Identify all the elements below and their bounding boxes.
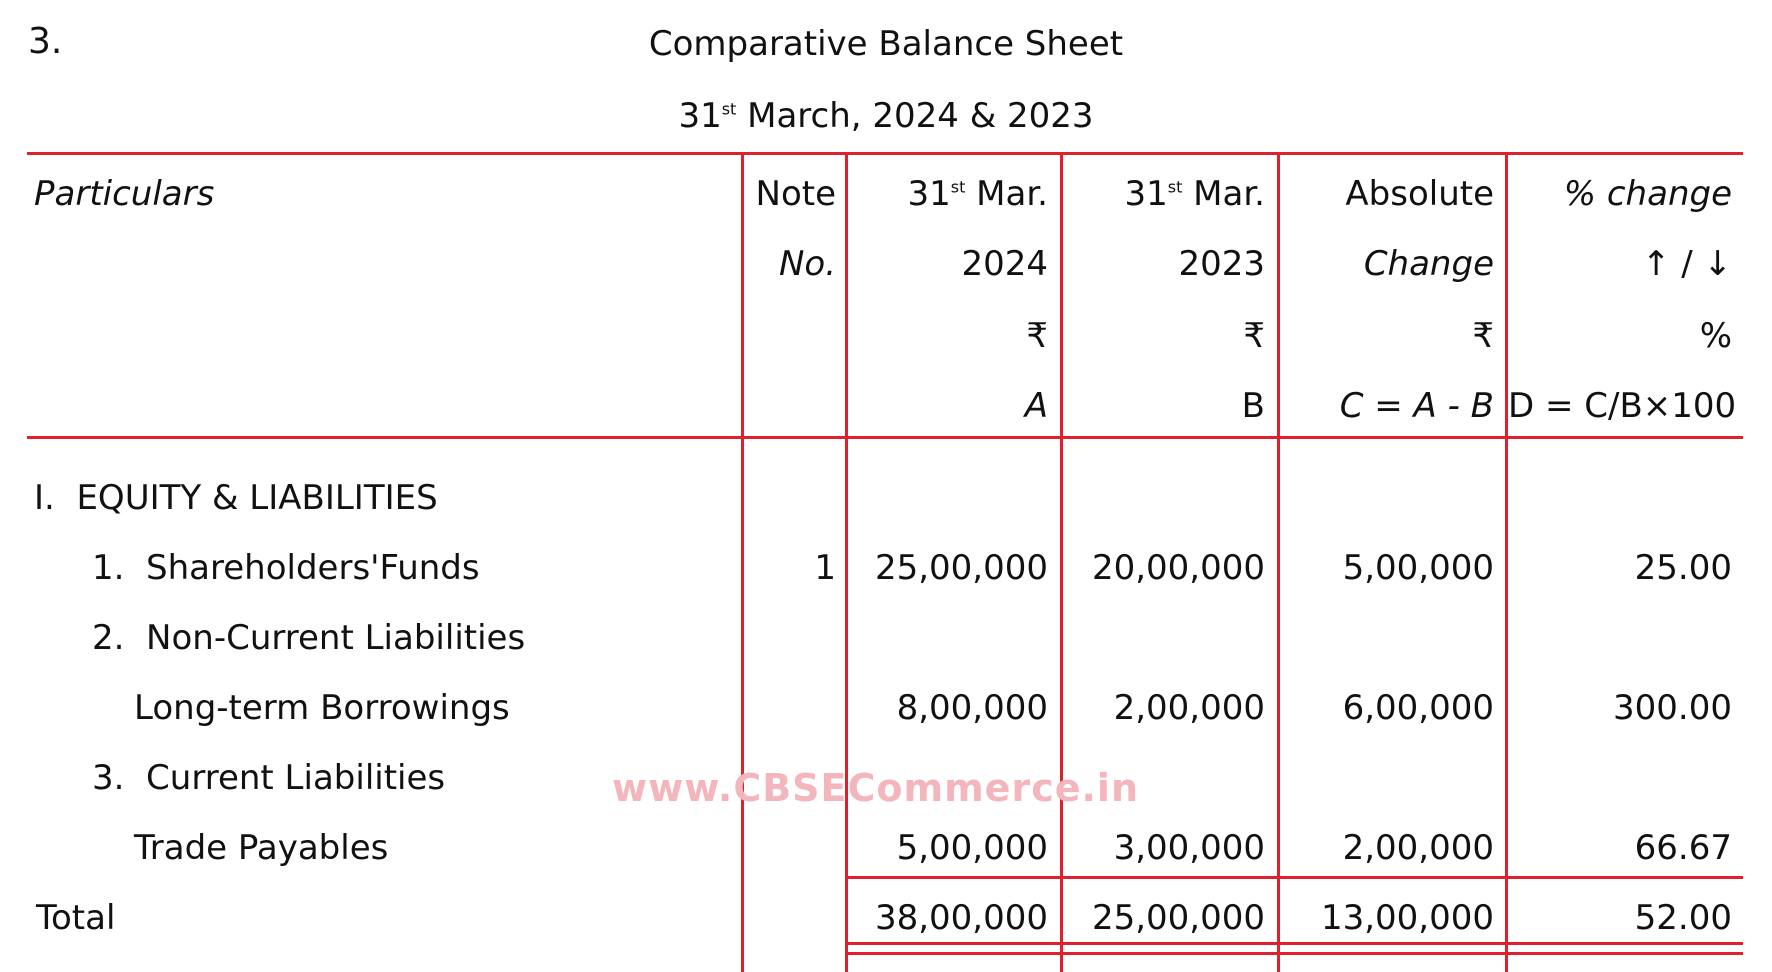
- header-col-a-1: [848, 174, 1048, 214]
- header-col-d-4: D = C/B×100: [1508, 386, 1737, 426]
- header-note-1: Note: [755, 174, 836, 214]
- header-col-c-3: ₹: [1472, 316, 1494, 356]
- row-c-shareholders-funds: 5,00,000: [1342, 548, 1494, 588]
- row-d-shareholders-funds: 25.00: [1634, 548, 1732, 588]
- total-b: 25,00,000: [1091, 898, 1265, 938]
- header-col-d-2: ↑ / ↓: [1641, 244, 1732, 284]
- total-c: 13,00,000: [1320, 898, 1494, 938]
- row-b-trade-payables: 3,00,000: [1113, 828, 1265, 868]
- row-c-long-term-borrowings: 6,00,000: [1342, 688, 1494, 728]
- row-b-long-term-borrowings: 2,00,000: [1113, 688, 1265, 728]
- subtitle-day: 31: [678, 96, 722, 136]
- header-col-a-4: A: [1024, 386, 1048, 426]
- total-top-rule: [847, 876, 1743, 879]
- total-bottom-rule-2: [847, 952, 1743, 955]
- row-label-non-current-liabilities: 2. Non-Current Liabilities: [92, 618, 526, 658]
- total-label: Total: [36, 898, 116, 938]
- page-title: Comparative Balance Sheet: [648, 24, 1124, 64]
- row-label-shareholders-funds: 1. Shareholders'Funds: [92, 548, 480, 588]
- header-rule: [27, 436, 1743, 439]
- header-col-a-ordinal: st: [950, 177, 966, 197]
- row-label-long-term-borrowings: Long-term Borrowings: [134, 688, 510, 728]
- row-d-long-term-borrowings: 300.00: [1613, 688, 1732, 728]
- total-bottom-rule-1: [847, 942, 1743, 945]
- row-c-trade-payables: 2,00,000: [1342, 828, 1494, 868]
- header-col-b-3: ₹: [1243, 316, 1265, 356]
- header-particulars: Particulars: [34, 174, 215, 214]
- header-col-b-day: 31: [1124, 174, 1168, 214]
- header-col-b-month: Mar.: [1193, 174, 1265, 214]
- header-col-a-month: Mar.: [976, 174, 1048, 214]
- header-col-c-4: C = A - B: [1339, 386, 1494, 426]
- header-col-c-1: Absolute: [1345, 174, 1494, 214]
- question-number: 3.: [28, 21, 63, 62]
- top-rule: [27, 152, 1743, 155]
- subtitle-ordinal: st: [721, 99, 737, 119]
- row-d-trade-payables: 66.67: [1634, 828, 1732, 868]
- header-col-c-2: Change: [1363, 244, 1494, 284]
- header-col-b-2: 2023: [1178, 244, 1265, 284]
- page-subtitle: [0, 96, 1772, 136]
- row-b-shareholders-funds: 20,00,000: [1091, 548, 1265, 588]
- header-col-a-3: ₹: [1026, 316, 1048, 356]
- subtitle-rest: March, 2024 & 2023: [736, 96, 1094, 136]
- watermark: www.CBSECommerce.in: [612, 766, 1140, 810]
- row-a-trade-payables: 5,00,000: [896, 828, 1048, 868]
- section-heading: I. EQUITY & LIABILITIES: [34, 478, 438, 518]
- header-col-a-day: 31: [907, 174, 951, 214]
- header-note-2: No.: [778, 244, 836, 284]
- row-note-shareholders-funds: 1: [814, 548, 836, 588]
- header-col-a-2: 2024: [961, 244, 1048, 284]
- row-a-long-term-borrowings: 8,00,000: [896, 688, 1048, 728]
- total-d: 52.00: [1634, 898, 1732, 938]
- header-col-d-3: %: [1699, 316, 1732, 356]
- total-a: 38,00,000: [874, 898, 1048, 938]
- header-col-b-ordinal: st: [1167, 177, 1183, 197]
- header-col-b-4: B: [1241, 386, 1265, 426]
- row-a-shareholders-funds: 25,00,000: [874, 548, 1048, 588]
- header-col-d-1: % change: [1563, 174, 1732, 214]
- row-label-trade-payables: Trade Payables: [134, 828, 389, 868]
- row-label-current-liabilities: 3. Current Liabilities: [92, 758, 446, 798]
- header-col-b-1: [1063, 174, 1265, 214]
